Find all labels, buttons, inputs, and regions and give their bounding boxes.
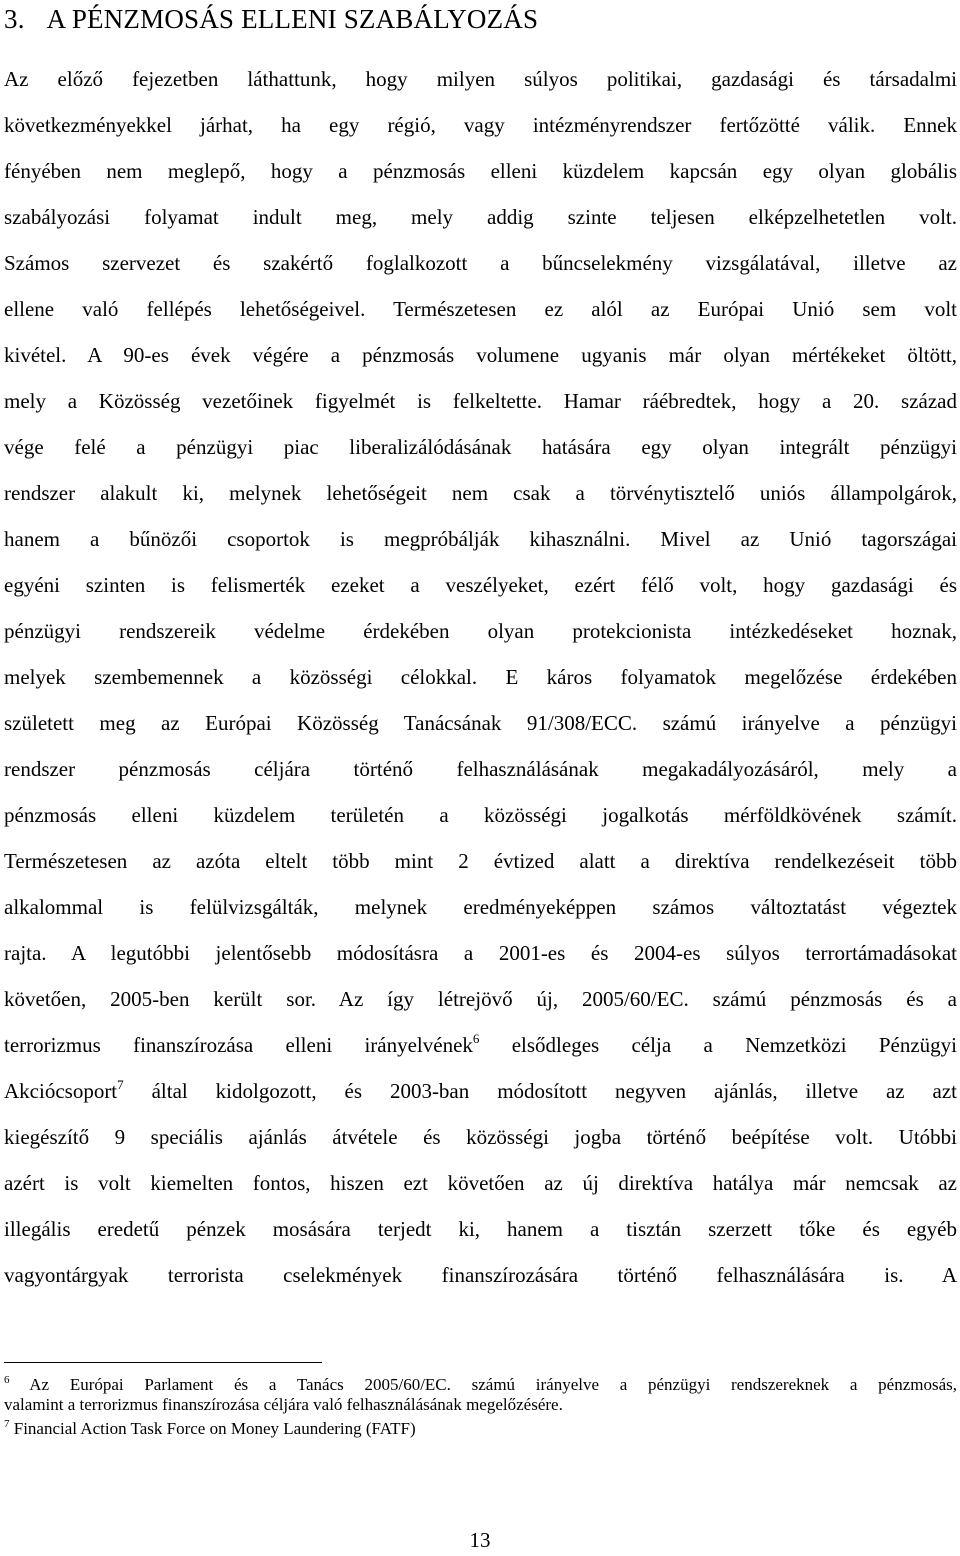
text-line: rendszer pénzmosás céljára történő felhasználásának megakadályozásáról, mely a bbox=[4, 757, 957, 781]
text-line bbox=[4, 1076, 957, 1106]
text-line: melyek szembemennek a közösségi célokkal. E káros folyamatok megelőzése érdekében bbox=[4, 665, 957, 689]
footnote-6 bbox=[4, 1374, 957, 1396]
footnote-text: Financial Action Task Force on Money Laundering (FATF) bbox=[13, 1419, 416, 1438]
text-segment: Akciócsoport bbox=[4, 1079, 118, 1103]
text-line: vagyontárgyak terrorista cselekmények finanszírozására történő felhasználására is. A bbox=[4, 1263, 957, 1287]
section-title: A PÉNZMOSÁS ELLENI SZABÁLYOZÁS bbox=[46, 4, 539, 34]
text-line: pénzügyi rendszereik védelme érdekében olyan protekcionista intézkedéseket hoznak, bbox=[4, 619, 957, 643]
text-line: követően, 2005-ben került sor. Az így létrejövő új, 2005/60/EC. számú pénzmosás és a bbox=[4, 987, 957, 1011]
text-line: mely a Közösség vezetőinek figyelmét is felkeltette. Hamar ráébredtek, hogy a 20. század bbox=[4, 389, 957, 413]
text-line: született meg az Európai Közösség Tanácsának 91/308/ECC. számú irányelve a pénzügyi bbox=[4, 711, 957, 735]
footnote-text: Az Európai Parlament és a Tanács 2005/60/EC. számú irányelve a pénzügyi rendszereknek a pénzmosás, bbox=[29, 1375, 957, 1394]
text-line: következményekkel járhat, ha egy régió, vagy intézményrendszer fertőzötté válik. Ennek bbox=[4, 113, 957, 137]
section-heading bbox=[4, 4, 538, 35]
text-line: illegális eredetű pénzek mosására terjedt ki, hanem a tisztán szerzett tőke és egyéb bbox=[4, 1217, 957, 1241]
text-line: Az előző fejezetben láthattunk, hogy milyen súlyos politikai, gazdasági és társadalmi bbox=[4, 67, 957, 91]
text-line: vége felé a pénzügyi piac liberalizálódásának hatására egy olyan integrált pénzügyi bbox=[4, 435, 957, 459]
text-segment: elsődleges célja a Nemzetközi Pénzügyi bbox=[511, 1033, 957, 1057]
text-line bbox=[4, 1030, 957, 1060]
page-number: 13 bbox=[469, 1528, 491, 1552]
footnote-ref: 6 bbox=[472, 1031, 480, 1046]
text-line: rendszer alakult ki, melynek lehetőségeit nem csak a törvénytisztelő uniós állampolgárok, bbox=[4, 481, 957, 505]
footnote-ref: 7 bbox=[117, 1077, 124, 1092]
footnote-marker: 7 bbox=[4, 1418, 10, 1430]
text-line: alkalommal is felülvizsgálták, melynek eredményeképpen számos változtatást végeztek bbox=[4, 895, 957, 919]
text-line: azért is volt kiemelten fontos, hiszen ezt követően az új direktíva hatálya már nemcsak az bbox=[4, 1171, 957, 1195]
text-line: rajta. A legutóbbi jelentősebb módosításra a 2001-es és 2004-es súlyos terrortámadásokat bbox=[4, 941, 957, 965]
section-number: 3. bbox=[4, 4, 25, 34]
text-line: kiegészítő 9 speciális ajánlás átvétele és közösségi jogba történő beépítése volt. Utóbbi bbox=[4, 1125, 957, 1149]
text-line: Természetesen az azóta eltelt több mint 2 évtized alatt a direktíva rendelkezéseit több bbox=[4, 849, 957, 873]
text-line: egyéni szinten is felismerték ezeket a veszélyeket, ezért félő volt, hogy gazdasági és bbox=[4, 573, 957, 597]
text-line: Számos szervezet és szakértő foglalkozott a bűncselekmény vizsgálatával, illetve az bbox=[4, 251, 957, 275]
text-line: pénzmosás elleni küzdelem területén a közösségi jogalkotás mérföldkövének számít. bbox=[4, 803, 957, 827]
footnote-7 bbox=[4, 1418, 957, 1440]
text-line: hanem a bűnözői csoportok is megpróbálják kihasználni. Mivel az Unió tagországai bbox=[4, 527, 957, 551]
footnote-6-continued: valamint a terrorizmus finanszírozása céljára való felhasználásának megelőzésére. bbox=[4, 1395, 563, 1414]
text-line: fényében nem meglepő, hogy a pénzmosás elleni küzdelem kapcsán egy olyan globális bbox=[4, 159, 957, 183]
text-segment: által kidolgozott, és 2003-ban módosított negyven ajánlás, illetve az azt bbox=[151, 1079, 958, 1103]
text-segment: terrorizmus finanszírozása elleni irányelvének bbox=[4, 1033, 473, 1057]
text-line: szabályozási folyamat indult meg, mely addig szinte teljesen elképzelhetetlen volt. bbox=[4, 205, 957, 229]
text-line: ellene való fellépés lehetőségeivel. Természetesen ez alól az Európai Unió sem volt bbox=[4, 297, 957, 321]
footnote-separator bbox=[4, 1362, 322, 1363]
footnote-marker: 6 bbox=[4, 1374, 10, 1386]
text-line: kivétel. A 90-es évek végére a pénzmosás volumene ugyanis már olyan mértékeket öltött, bbox=[4, 343, 957, 367]
